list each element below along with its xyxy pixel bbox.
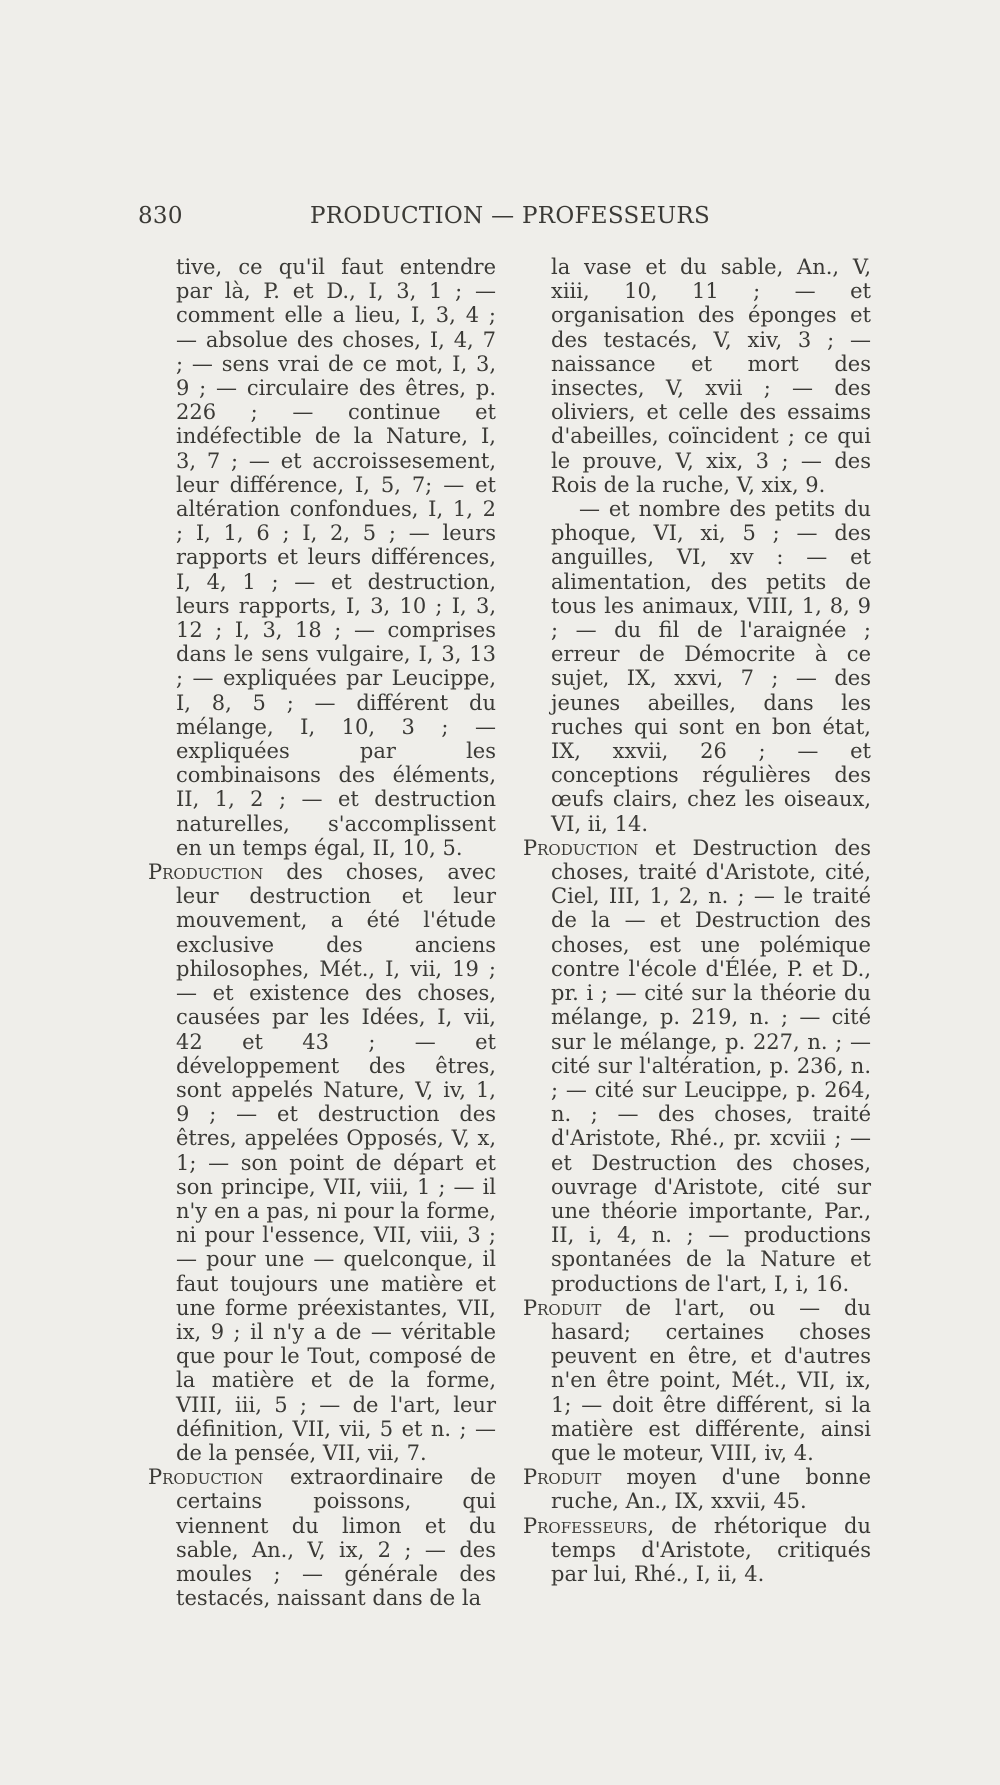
entry-text: extraordinaire de certains poissons, qui viennent du limon et du sable, An., V, ix, 2 ; — des moules ; — générale des testacés, naissant dans de la <box>176 1465 496 1611</box>
index-entry <box>148 860 496 1465</box>
index-entry <box>523 1295 871 1465</box>
index-entry <box>148 1465 496 1611</box>
entry-headword: Produit <box>523 1465 602 1490</box>
entry-text: — et nombre des petits du phoque, VI, xi, 5 ; — des anguilles, VI, xv : — et alimentation, des petits de tous les animaux, VIII, 1, 8, 9 ; — du fil de l'araignée ; erreur de Démocrite à ce sujet, IX, xxvi, 7 ; — des jeunes abeilles, dans les ruches qui sont en bon état, IX, xxvii, 26 ; — et conceptions régulières des œufs clairs, chez les oiseaux, VI, ii, 14. <box>551 497 871 836</box>
entry-text: et Destruction des choses, traité d'Aristote, cité, Ciel, III, 1, 2, n. ; — le traité de la — et Destruction des choses, est une polémique contre l'école d'Élée, P. et D., pr. i ; — cité sur la théorie du mélange, p. 219, n. ; — cité sur le mélange, p. 227, n. ; — cité sur l'altération, p. 236, n. ; — cité sur Leucippe, p. 264, n. ; — des choses, traité d'Aristote, Rhé., pr. xcviii ; — et Destruction des choses, ouvrage d'Aristote, cité sur une théorie importante, Par., II, i, 4, n. ; — productions spontanées de la Nature et productions de l'art, I, i, 16. <box>551 835 871 1296</box>
entry-headword: Production <box>523 835 639 860</box>
entry-text: de l'art, ou — du hasard; certaines choses peuvent en être, et d'autres n'en être point, Mét., VII, ix, 1; — doit être différent, si la matière est différente, ainsi que le moteur, VIII, iv, 4. <box>551 1295 871 1465</box>
index-entry <box>523 1465 871 1514</box>
entry-text: tive, ce qu'il faut entendre par là, P. et D., I, 3, 1 ; — comment elle a lieu, I, 3, 4 ; — absolue des choses, I, 4, 7 ; — sens vrai de ce mot, I, 3, 9 ; — circulaire des êtres, p. 226 ; — continue et indéfectible de la Nature, I, 3, 7 ; — et accroissesement, leur différence, I, 5, 7; — et altération confondues, I, 1, 2 ; I, 1, 6 ; I, 2, 5 ; — leurs rapports et leurs différences, I, 4, 1 ; — et destruction, leurs rapports, I, 3, 10 ; I, 3, 12 ; I, 3, 18 ; — comprises dans le sens vulgaire, I, 3, 13 ; — expliquées par Leucippe, I, 8, 5 ; — différent du mélange, I, 10, 3 ; — expliquées par les combinaisons des éléments, II, 1, 2 ; — et destruction naturelles, s'accomplissent en un temps égal, II, 10, 5. <box>176 255 496 860</box>
index-entry <box>551 497 871 836</box>
entry-text: , de rhétorique du temps d'Aristote, critiqués par lui, Rhé., I, ii, 4. <box>551 1513 871 1586</box>
entry-headword: Production <box>148 860 264 885</box>
entry-text: des choses, avec leur destruction et leur mouvement, a été l'étude exclusive des anciens philosophes, Mét., I, vii, 19 ; — et existence des choses, causées par les Idées, I, vii, 42 et 43 ; — et développement des êtres, sont appelés Nature, V, iv, 1, 9 ; — et destruction des êtres, appelées Opposés, V, x, 1; — son point de départ et son principe, VII, viii, 1 ; — il n'y en a pas, ni pour la forme, ni pour l'essence, VII, viii, 3 ; — pour une — quelconque, il faut toujours une matière et une forme préexistantes, VII, ix, 9 ; il n'y a de — véritable que pour le Tout, composé de la matière et de la forme, VIII, iii, 5 ; — de l'art, leur définition, VII, vii, 5 et n. ; — de la pensée, VII, vii, 7. <box>176 860 496 1465</box>
index-entry <box>176 255 496 860</box>
index-entry <box>523 835 871 1296</box>
right-column <box>523 255 871 1586</box>
entry-text: la vase et du sable, An., V, xiii, 10, 11 ; — et organisation des éponges et des testacés, V, xiv, 3 ; — naissance et mort des insectes, V, xvii ; — des oliviers, et celle des essaims d'abeilles, coïncident ; ce qui le prouve, V, xix, 3 ; — des Rois de la ruche, V, xix, 9. <box>551 255 871 497</box>
running-head <box>138 203 878 237</box>
entry-headword: Production <box>148 1465 264 1490</box>
page-number: 830 <box>138 203 183 229</box>
index-entry <box>523 1513 871 1587</box>
running-title: PRODUCTION — PROFESSEURS <box>310 203 711 229</box>
entry-headword: Professeurs <box>523 1513 648 1538</box>
entry-text: moyen d'une bonne ruche, An., IX, xxvii, 45. <box>551 1465 871 1514</box>
entry-headword: Produit <box>523 1295 602 1320</box>
left-column <box>148 255 496 1610</box>
index-entry <box>551 255 871 497</box>
